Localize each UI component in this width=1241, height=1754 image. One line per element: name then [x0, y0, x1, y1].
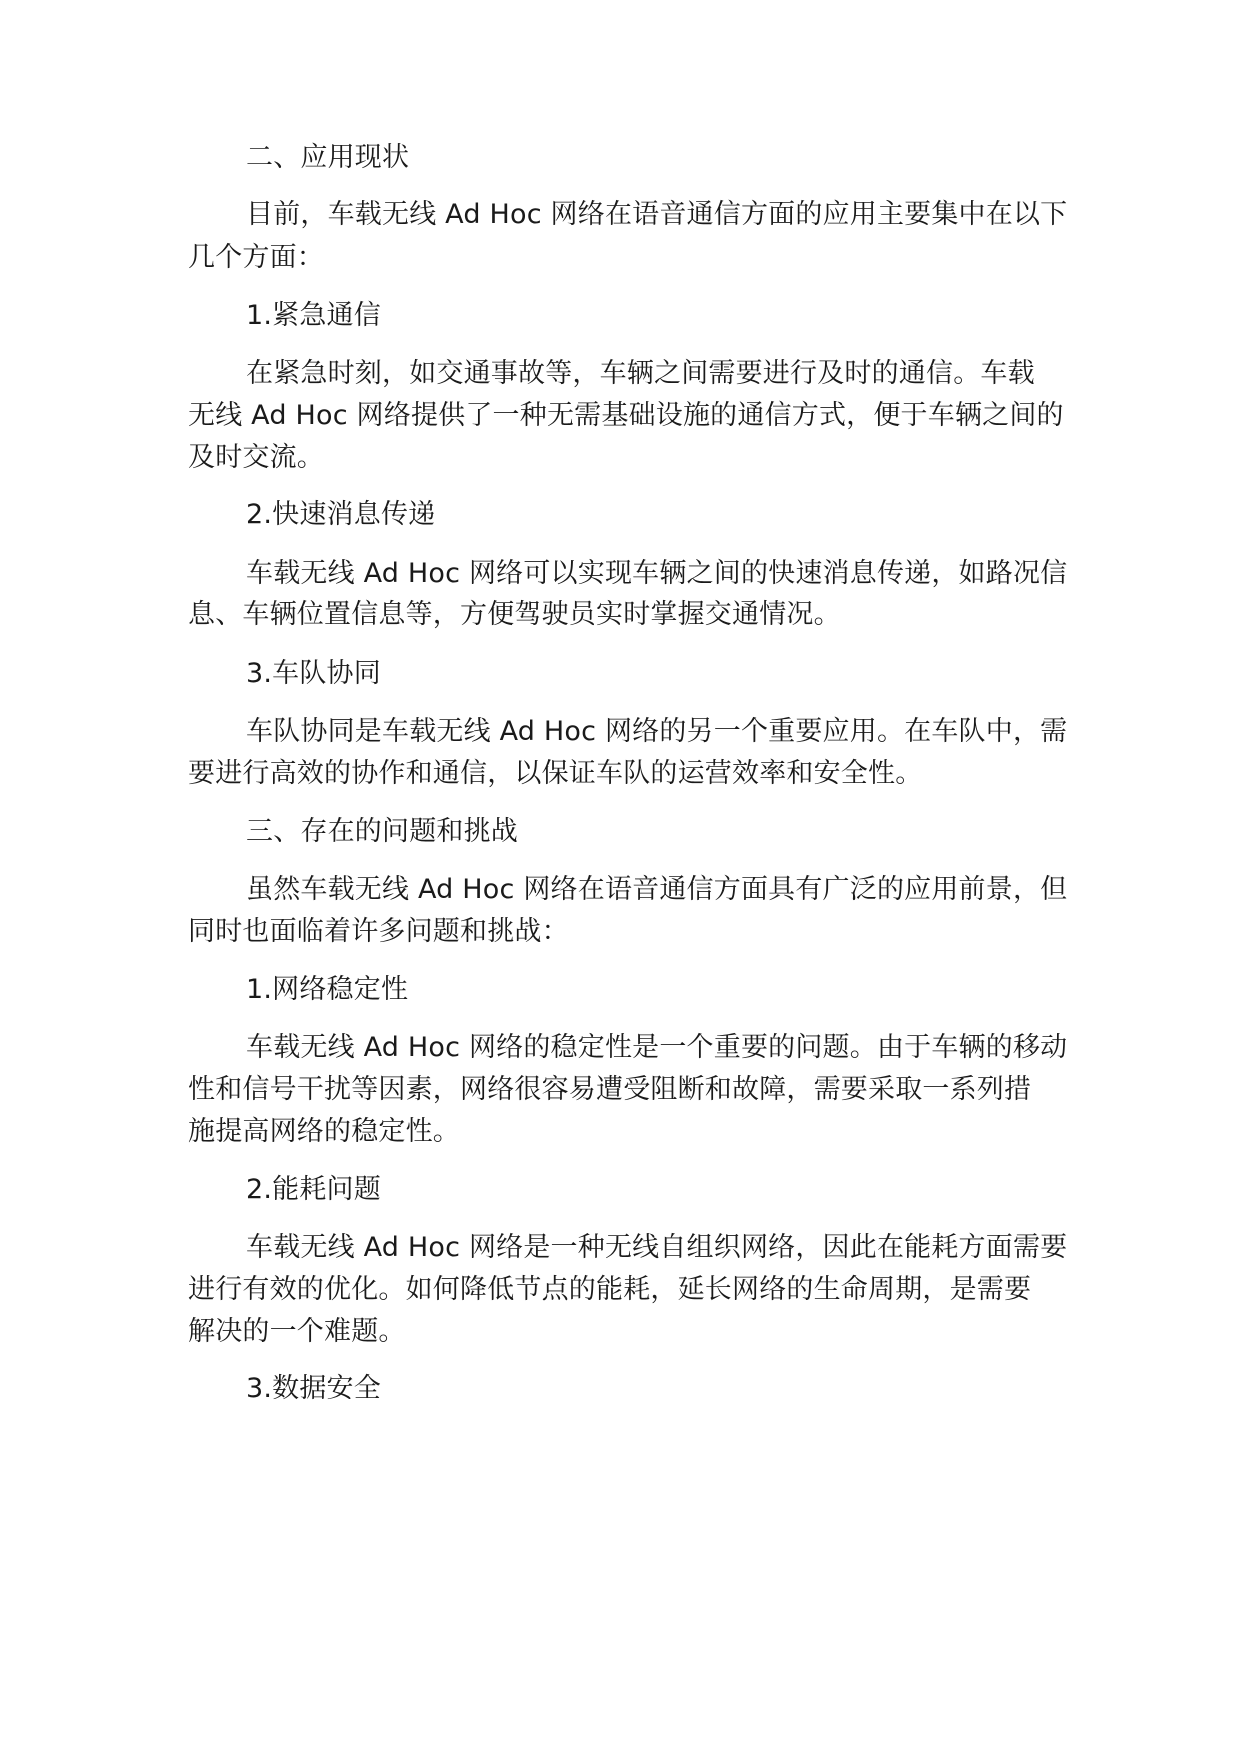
subheading-network-stability: 1.网络稳定性	[246, 974, 409, 1005]
paragraph-line: 息、车辆位置信息等，方便驾驶员实时掌握交通情况。	[188, 599, 841, 630]
section-heading-application-status: 二、应用现状	[246, 142, 410, 173]
paragraph-line: 进行有效的优化。如何降低节点的能耗，延长网络的生命周期，是需要	[188, 1274, 1032, 1305]
paragraph-line: 车载无线 Ad Hoc 网络可以实现车辆之间的快速消息传递，如路况信	[246, 558, 1068, 589]
paragraph-line: 施提高网络的稳定性。	[188, 1116, 460, 1147]
subheading-energy-consumption: 2.能耗问题	[246, 1174, 381, 1205]
subheading-fast-messaging: 2.快速消息传递	[246, 499, 436, 530]
paragraph-line: 要进行高效的协作和通信，以保证车队的运营效率和安全性。	[188, 758, 923, 789]
subheading-fleet-coordination: 3.车队协同	[246, 658, 381, 689]
paragraph-line: 车载无线 Ad Hoc 网络是一种无线自组织网络，因此在能耗方面需要	[246, 1232, 1068, 1263]
subheading-data-security: 3.数据安全	[246, 1373, 381, 1404]
paragraph-line: 几个方面：	[188, 242, 324, 273]
subheading-emergency-communication: 1.紧急通信	[246, 300, 381, 331]
paragraph-line: 解决的一个难题。	[188, 1316, 406, 1347]
paragraph-line: 性和信号干扰等因素，网络很容易遭受阻断和故障，需要采取一系列措	[188, 1074, 1032, 1105]
paragraph-line: 在紧急时刻，如交通事故等，车辆之间需要进行及时的通信。车载	[246, 358, 1035, 389]
paragraph-line: 目前，车载无线 Ad Hoc 网络在语音通信方面的应用主要集中在以下	[246, 199, 1068, 230]
paragraph-line: 及时交流。	[188, 442, 324, 473]
paragraph-line: 车队协同是车载无线 Ad Hoc 网络的另一个重要应用。在车队中，需	[246, 716, 1068, 747]
paragraph-line: 同时也面临着许多问题和挑战：	[188, 916, 569, 947]
paragraph-line: 无线 Ad Hoc 网络提供了一种无需基础设施的通信方式，便于车辆之间的	[188, 400, 1064, 431]
section-heading-problems-challenges: 三、存在的问题和挑战	[246, 816, 518, 847]
paragraph-line: 车载无线 Ad Hoc 网络的稳定性是一个重要的问题。由于车辆的移动	[246, 1032, 1068, 1063]
paragraph-line: 虽然车载无线 Ad Hoc 网络在语音通信方面具有广泛的应用前景，但	[246, 874, 1068, 905]
